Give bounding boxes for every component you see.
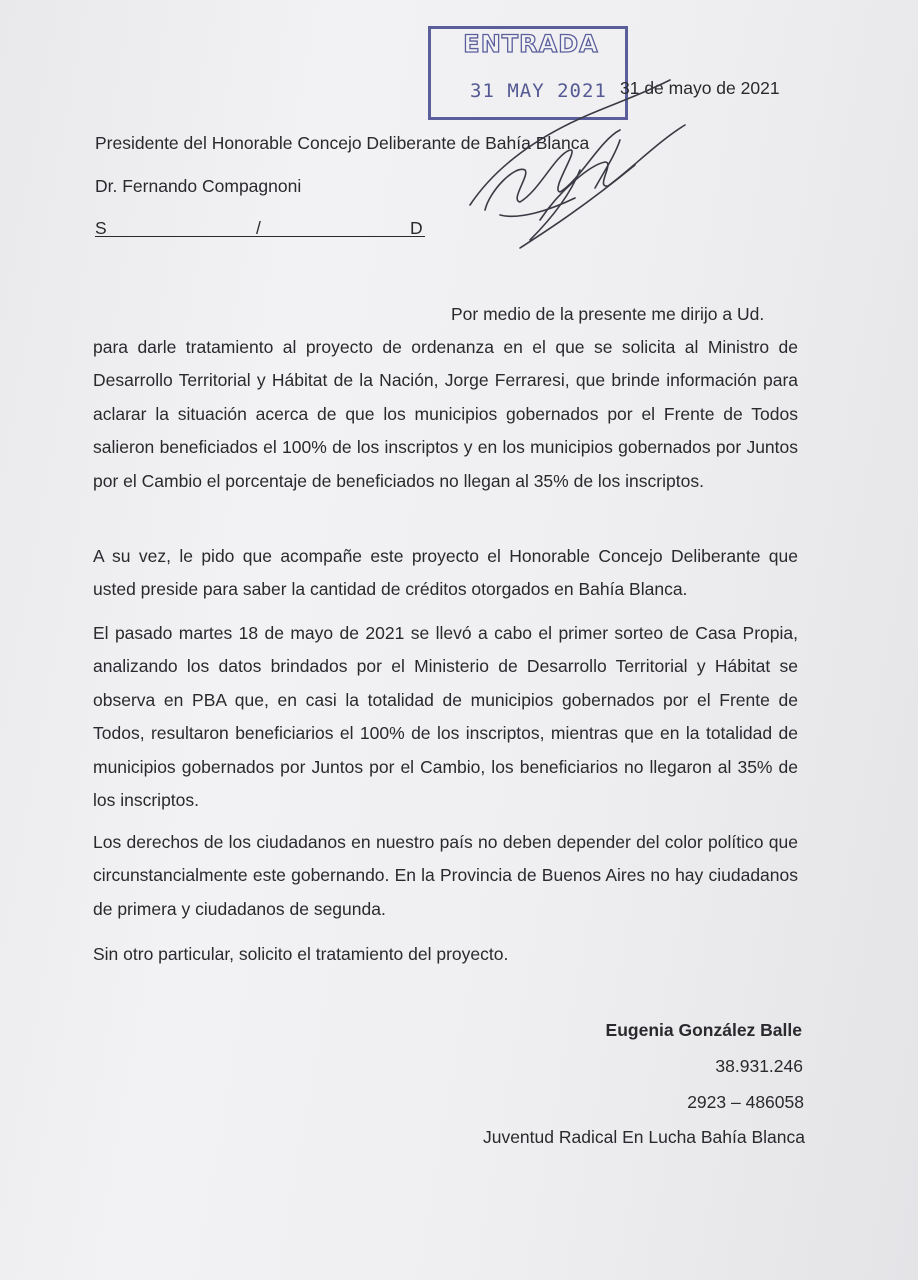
stamp-date: 31 MAY 2021 (470, 80, 607, 102)
sd-d: D (410, 218, 423, 238)
letter-date: 31 de mayo de 2021 (620, 78, 780, 98)
signer-organization: Juventud Radical En Lucha Bahía Blanca (482, 1127, 805, 1147)
body-paragraph: A su vez, le pido que acompañe este proyecto el Honorable Concejo Deliberante que usted preside para saber la cantidad de créditos otorgados en Bahía Blanca. (93, 546, 798, 600)
signer-id: 38.931.246 (715, 1056, 803, 1076)
signer-name: Eugenia González Balle (605, 1020, 802, 1040)
stamp-title: ENTRADA (463, 30, 599, 58)
recipient-name: Dr. Fernando Compagnoni (95, 176, 302, 196)
body-paragraph: El pasado martes 18 de mayo de 2021 se llevó a cabo el primer sorteo de Casa Propia, analizando los datos brindados por el Ministerio de Desarrollo Territorial y Hábitat se observa en PBA que, en casi la totalidad de municipios gobernados por el Frente de Todos, resultaron beneficiarios el 100% de los inscriptos, mientras que en la totalidad de municipios gobernados por Juntos por el Cambio, los beneficiarios no llegaron al 35% de los inscriptos. (93, 623, 798, 811)
body-paragraph: Los derechos de los ciudadanos en nuestro país no deben depender del color político que circunstancialmente este gobernando. En la Provincia de Buenos Aires no hay ciudadanos de primera y ciudadanos de segunda. (93, 832, 798, 919)
handwritten-signature (430, 70, 710, 260)
sd-slash: / (256, 218, 261, 238)
addressee-line: Presidente del Honorable Concejo Deliberante de Bahía Blanca (95, 133, 590, 153)
signer-phone: 2923 – 486058 (687, 1092, 804, 1112)
intro-line: Por medio de la presente me dirijo a Ud. (451, 304, 765, 324)
sd-s: S (95, 218, 107, 238)
body-paragraph: para darle tratamiento al proyecto de ordenanza en el que se solicita al Ministro de Desarrollo Territorial y Hábitat de la Nación, Jorge Ferraresi, que brinde información para aclarar la situación acerca de que los municipios gobernados por el Frente de Todos salieron beneficiados el 100% de los inscriptos y en los municipios gobernados por Juntos por el Cambio el porcentaje de beneficiados no llegan al 35% de los inscriptos. (93, 337, 798, 491)
closing-line: Sin otro particular, solicito el tratamiento del proyecto. (93, 944, 509, 964)
